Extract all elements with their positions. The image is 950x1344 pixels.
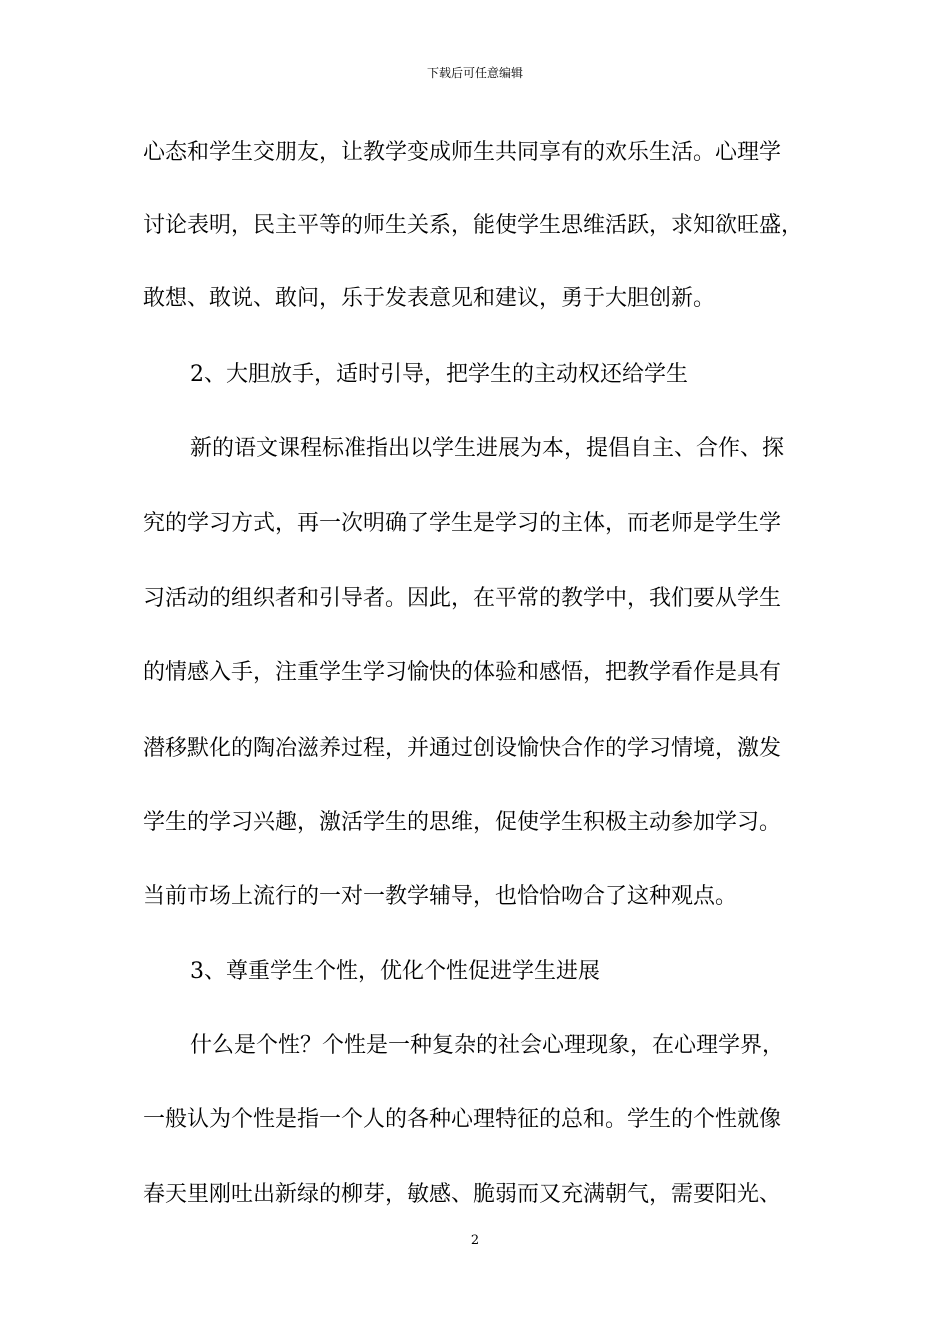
body-line: 究的学习方式，再一次明确了学生是学习的主体，而老师是学生学 <box>143 511 782 536</box>
body-line: 潜移默化的陶冶滋养过程，并通过创设愉快合作的学习情境，激发 <box>143 736 782 761</box>
body-line: 一般认为个性是指一个人的各种心理特征的总和。学生的个性就像 <box>143 1107 782 1132</box>
page-number: 2 <box>470 1233 480 1248</box>
body-line: 当前市场上流行的一对一教学辅导，也恰恰吻合了这种观点。 <box>143 884 738 909</box>
body-line: 春天里刚吐出新绿的柳芽，敏感、脆弱而又充满朝气，需要阳光、 <box>143 1182 782 1207</box>
body-line: 的情感入手，注重学生学习愉快的体验和感悟，把教学看作是具有 <box>143 660 782 685</box>
body-line: 讨论表明，民主平等的师生关系，能使学生思维活跃，求知欲旺盛， <box>143 213 804 238</box>
body-line: 敢想、敢说、敢问，乐于发表意见和建议，勇于大胆创新。 <box>143 286 716 311</box>
section-heading: 3、尊重学生个性，优化个性促进学生进展 <box>190 959 600 984</box>
body-line: 习活动的组织者和引导者。因此，在平常的教学中，我们要从学生 <box>143 586 782 611</box>
paragraph-first-line: 新的语文课程标准指出以学生进展为本，提倡自主、合作、探 <box>190 436 785 461</box>
paragraph-first-line: 什么是个性？个性是一种复杂的社会心理现象，在心理学界， <box>190 1033 785 1058</box>
page-header: 下载后可任意编辑 <box>426 66 523 80</box>
body-line: 学生的学习兴趣，激活学生的思维，促使学生积极主动参加学习。 <box>143 810 782 835</box>
section-heading: 2、大胆放手，适时引导，把学生的主动权还给学生 <box>190 362 688 387</box>
body-line: 心态和学生交朋友，让教学变成师生共同享有的欢乐生活。心理学 <box>143 140 782 165</box>
